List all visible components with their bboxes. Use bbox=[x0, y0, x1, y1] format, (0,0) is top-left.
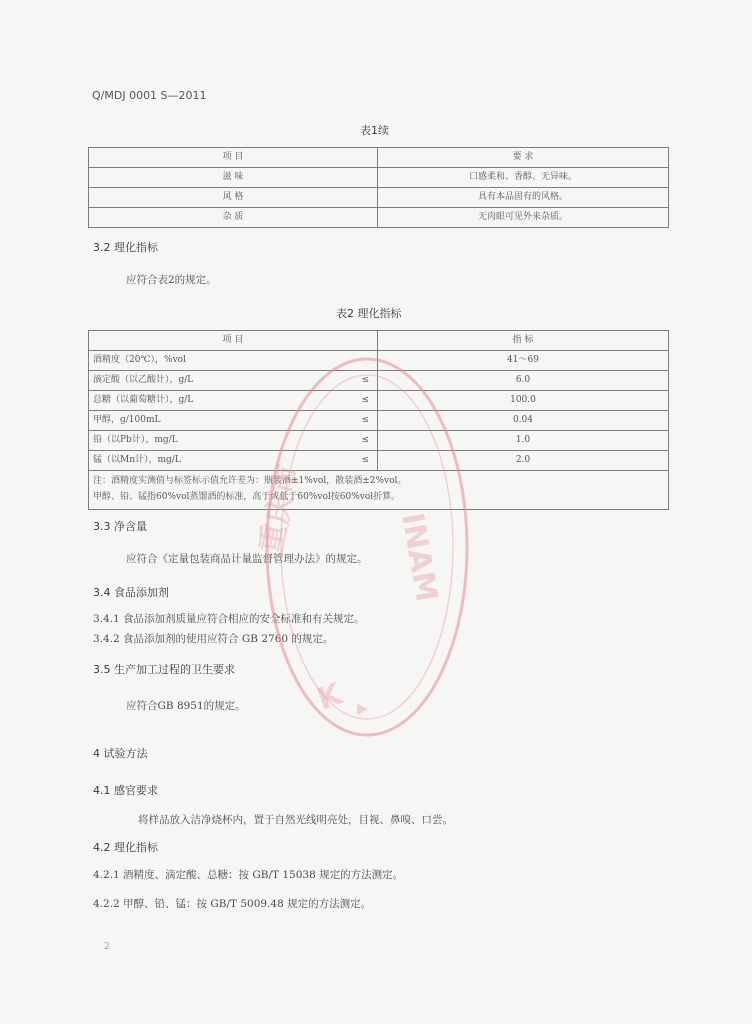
table2-value: 6.0 bbox=[515, 375, 531, 385]
section-4-heading: 4 试验方法 bbox=[93, 747, 148, 760]
section-3-2-text: 应符合表2的规定。 bbox=[126, 274, 217, 286]
table-row bbox=[89, 168, 669, 188]
table-row bbox=[89, 371, 669, 391]
table2-item: 甲醇，g/100mL bbox=[93, 415, 161, 425]
table2-value: 2.0 bbox=[515, 455, 531, 465]
svg-text:INAM: INAM bbox=[394, 510, 445, 605]
doc-code: Q/MDJ 0001 S—2011 bbox=[92, 89, 207, 102]
table2-value: 1.0 bbox=[515, 435, 531, 445]
section-3-2-heading: 3.2 理化指标 bbox=[93, 241, 158, 254]
table1-head-req: 要 求 bbox=[512, 152, 534, 162]
table1-req: 具有本品固有的风格。 bbox=[477, 192, 568, 202]
table1-req: 口感柔和、香醇、无异味。 bbox=[468, 172, 577, 182]
table2-le: ≤ bbox=[361, 395, 369, 405]
table1-item: 滋 味 bbox=[222, 172, 244, 182]
table2-item: 锰（以Mn计），mg/L bbox=[93, 455, 181, 465]
section-3-3-text: 应符合《定量包装商品计量监督管理办法》的规定。 bbox=[126, 553, 368, 565]
table2-header-row bbox=[89, 331, 669, 351]
table1-header-row bbox=[89, 148, 669, 168]
table2-note-line2: 甲醇、铅、锰指60%vol蒸馏酒的标准，高于或低于60%vol按60%vol折算。 bbox=[93, 492, 401, 502]
section-3-5-heading: 3.5 生产加工过程的卫生要求 bbox=[93, 663, 235, 676]
section-3-3-heading: 3.3 净含量 bbox=[93, 520, 147, 533]
table2-le: ≤ bbox=[361, 375, 369, 385]
section-4-2-1: 4.2.1 酒精度、滴定酸、总糖：按 GB/T 15038 规定的方法测定。 bbox=[93, 869, 404, 881]
table2-le: ≤ bbox=[361, 415, 369, 425]
section-4-2-heading: 4.2 理化指标 bbox=[93, 841, 158, 854]
table1 bbox=[88, 147, 669, 228]
table2-value: 0.04 bbox=[512, 415, 534, 425]
table2-item: 铅（以Pb计），mg/L bbox=[93, 435, 178, 445]
table2-note-line1: 注：酒精度实测值与标签标示值允许差为：瓶装酒±1%vol，散装酒±2%vol。 bbox=[93, 476, 407, 486]
table2-head-item: 项 目 bbox=[222, 335, 244, 345]
table1-req: 无肉眼可见外来杂质。 bbox=[477, 212, 568, 222]
table2-item: 总糖（以葡萄糖计），g/L bbox=[93, 395, 194, 405]
svg-text:重庆市: 重庆市 bbox=[253, 461, 307, 557]
table1-item: 风 格 bbox=[222, 192, 244, 202]
table-row bbox=[89, 411, 669, 431]
section-4-2-2: 4.2.2 甲醇、铅、锰：按 GB/T 5009.48 规定的方法测定。 bbox=[93, 898, 372, 910]
table2-le: ≤ bbox=[361, 455, 369, 465]
table-row bbox=[89, 188, 669, 208]
table-row bbox=[89, 431, 669, 451]
section-3-5-text: 应符合GB 8951的规定。 bbox=[126, 700, 246, 712]
table2-le: ≤ bbox=[361, 435, 369, 445]
table2-note-row bbox=[89, 471, 669, 510]
table-row bbox=[89, 391, 669, 411]
table-row bbox=[89, 208, 669, 228]
table2-value: 100.0 bbox=[510, 395, 536, 405]
section-4-1-text: 将样品放入洁净烧杯内，置于自然光线明亮处，目视、鼻嗅、口尝。 bbox=[138, 814, 453, 826]
section-4-1-heading: 4.1 感官要求 bbox=[93, 784, 158, 797]
table1-item: 杂 质 bbox=[222, 212, 244, 222]
svg-text:K: K bbox=[312, 676, 347, 718]
table1-head-item: 项 目 bbox=[222, 152, 244, 162]
table2 bbox=[88, 330, 669, 510]
table2-value: 41～69 bbox=[507, 355, 539, 365]
table2-item: 酒精度（20℃），%vol bbox=[93, 355, 186, 365]
page-number: 2 bbox=[104, 942, 110, 952]
svg-text:▸: ▸ bbox=[357, 696, 369, 721]
table1-caption: 表1续 bbox=[360, 124, 389, 137]
section-3-4-1: 3.4.1 食品添加剂质量应符合相应的安全标准和有关规定。 bbox=[93, 613, 365, 625]
table-row bbox=[89, 351, 669, 371]
section-3-4-2: 3.4.2 食品添加剂的使用应符合 GB 2760 的规定。 bbox=[93, 633, 334, 645]
table2-item: 滴定酸（以乙酸计），g/L bbox=[93, 375, 194, 385]
table-row bbox=[89, 451, 669, 471]
table2-head-index: 指 标 bbox=[512, 335, 534, 345]
table2-caption: 表2 理化指标 bbox=[336, 307, 402, 320]
section-3-4-heading: 3.4 食品添加剂 bbox=[93, 586, 169, 599]
